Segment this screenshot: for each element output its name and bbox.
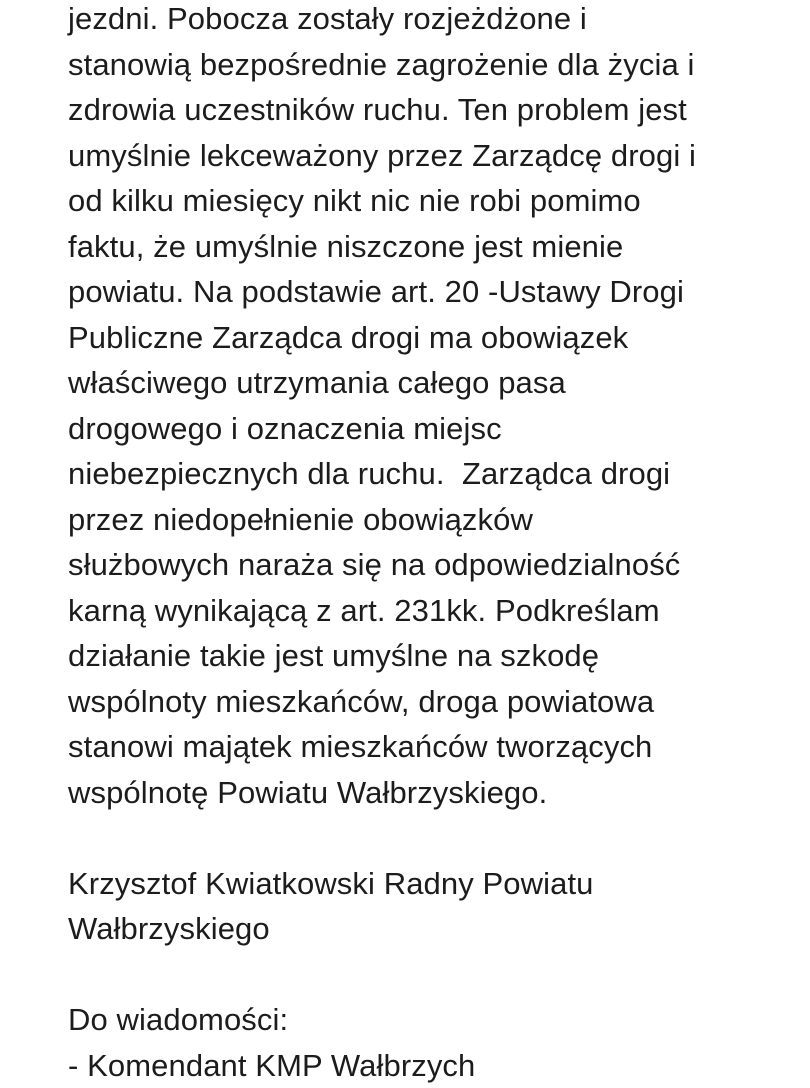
body-line: powiatu. Na podstawie art. 20 -Ustawy Drogi — [68, 269, 798, 315]
signature — [68, 861, 798, 952]
body-line: faktu, że umyślnie niszczone jest mienie — [68, 224, 798, 270]
letter-text — [68, 0, 798, 1088]
body-line: niebezpiecznych dla ruchu. Zarządca drogi — [68, 451, 798, 497]
body-line: wspólnotę Powiatu Wałbrzyskiego. — [68, 770, 798, 816]
body-line: umyślnie lekceważony przez Zarządcę drogi i — [68, 133, 798, 179]
body-line: drogowego i oznaczenia miejsc — [68, 406, 798, 452]
body-line: stanowią bezpośrednie zagrożenie dla życia i — [68, 42, 798, 88]
recipients — [68, 997, 798, 1088]
body-line: właściwego utrzymania całego pasa — [68, 360, 798, 406]
blank-line — [68, 815, 798, 861]
signature-line: Krzysztof Kwiatkowski Radny Powiatu — [68, 861, 798, 907]
recipient-item: - Komendant KMP Wałbrzych — [68, 1043, 798, 1088]
body-line: służbowych naraża się na odpowiedzialność — [68, 542, 798, 588]
body-line: od kilku miesięcy nikt nic nie robi pomimo — [68, 178, 798, 224]
body-line: Publiczne Zarządca drogi ma obowiązek — [68, 315, 798, 361]
blank-line — [68, 952, 798, 998]
body-line: przez niedopełnienie obowiązków — [68, 497, 798, 543]
signature-line: Wałbrzyskiego — [68, 906, 798, 952]
body-line: działanie takie jest umyślne na szkodę — [68, 633, 798, 679]
body-line: zdrowia uczestników ruchu. Ten problem jest — [68, 87, 798, 133]
body-line: karną wynikającą z art. 231kk. Podkreślam — [68, 588, 798, 634]
body-paragraph — [68, 0, 798, 815]
body-line: jezdni. Pobocza zostały rozjeżdżone i — [68, 0, 798, 42]
body-line: wspólnoty mieszkańców, droga powiatowa — [68, 679, 798, 725]
recipients-heading: Do wiadomości: — [68, 997, 798, 1043]
body-line: stanowi majątek mieszkańców tworzących — [68, 724, 798, 770]
